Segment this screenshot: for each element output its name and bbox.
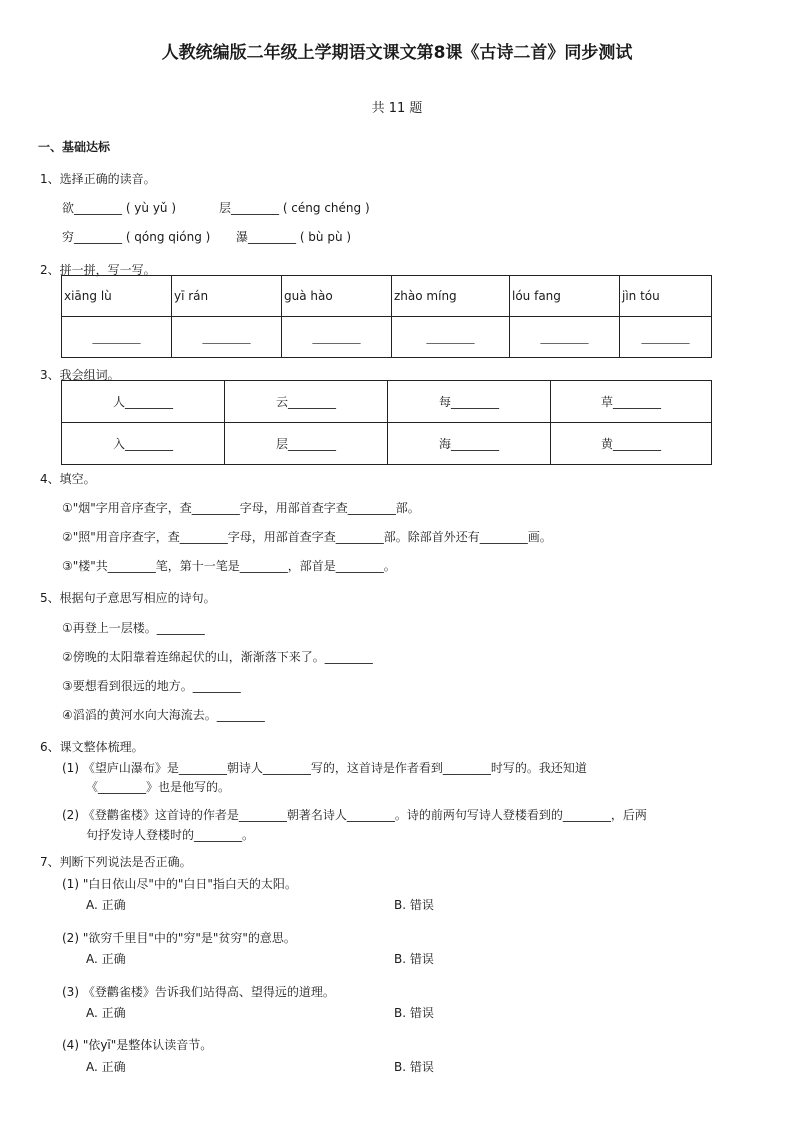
word-cell: 层________ <box>225 423 388 465</box>
word-cell: 海________ <box>388 423 551 465</box>
q7-statement-1: (1) "白日依山尽"中的"白日"指白天的太阳。 <box>62 877 297 891</box>
answer-blank: ________ <box>620 317 712 358</box>
word-table <box>61 380 712 465</box>
q6-sub2-line2: 句抒发诗人登楼时的________。 <box>86 828 255 842</box>
answer-blank: ________ <box>62 317 172 358</box>
pinyin-table <box>61 275 712 358</box>
q7-2-option-true[interactable]: A. 正确 <box>86 952 126 966</box>
q7-heading: 7、判断下列说法是否正确。 <box>40 855 192 869</box>
pinyin-cell: xiāng lù <box>62 276 172 317</box>
word-cell: 草________ <box>551 381 712 423</box>
q4-item-2: ②"照"用音序查字，查________字母，用部首查字查________部。除部首外还有________画。 <box>62 530 552 544</box>
pinyin-cell: zhào míng <box>392 276 510 317</box>
answer-row <box>62 317 712 358</box>
q5-item-4: ④滔滔的黄河水向大海流去。________ <box>62 708 265 722</box>
q5-item-1: ①再登上一层楼。________ <box>62 621 205 635</box>
answer-blank: ________ <box>172 317 282 358</box>
q1-item-pu: 瀑________ ( bù pù ) <box>236 230 352 244</box>
q6-sub2-line1: (2) 《登鹳雀楼》这首诗的作者是________朝著名诗人________。诗的前两句写诗人登楼看到的________，后两 <box>62 808 647 822</box>
word-cell: 人________ <box>62 381 225 423</box>
q2-heading: 2、拼一拼，写一写。 <box>40 263 156 277</box>
answer-blank: ________ <box>392 317 510 358</box>
q7-1-option-false[interactable]: B. 错误 <box>394 898 434 912</box>
q6-heading: 6、课文整体梳理。 <box>40 740 144 754</box>
q5-item-3: ③要想看到很远的地方。________ <box>62 679 241 693</box>
word-cell: 入________ <box>62 423 225 465</box>
q4-item-3: ③"楼"共________笔，第十一笔是________，部首是________。 <box>62 559 396 573</box>
q7-3-option-true[interactable]: A. 正确 <box>86 1006 126 1020</box>
word-row <box>62 423 712 465</box>
word-cell: 云________ <box>225 381 388 423</box>
question-count: 共 11 题 <box>371 101 423 116</box>
q7-statement-2: (2) "欲穷千里目"中的"穷"是"贫穷"的意思。 <box>62 931 296 945</box>
q4-item-1: ①"烟"字用音序查字，查________字母，用部首查字查________部。 <box>62 501 420 515</box>
pinyin-cell: jìn tóu <box>620 276 712 317</box>
word-cell: 每________ <box>388 381 551 423</box>
q7-4-option-true[interactable]: A. 正确 <box>86 1060 126 1074</box>
word-cell: 黄________ <box>551 423 712 465</box>
q7-3-option-false[interactable]: B. 错误 <box>394 1006 434 1020</box>
q7-1-option-true[interactable]: A. 正确 <box>86 898 126 912</box>
pinyin-row <box>62 276 712 317</box>
pinyin-cell: guà hào <box>282 276 392 317</box>
q7-statement-3: (3) 《登鹳雀楼》告诉我们站得高、望得远的道理。 <box>62 985 335 999</box>
q3-heading: 3、我会组词。 <box>40 368 120 382</box>
q1-item-ceng: 层________ ( céng chéng ) <box>219 201 370 215</box>
q1-heading: 1、选择正确的读音。 <box>40 172 156 186</box>
q7-2-option-false[interactable]: B. 错误 <box>394 952 434 966</box>
q6-sub1-line1: (1) 《望庐山瀑布》是________朝诗人________写的，这首诗是作者看到________时写的。我还知道 <box>62 761 587 775</box>
section-heading: 一、基础达标 <box>38 140 111 154</box>
q5-item-2: ②傍晚的太阳靠着连绵起伏的山，渐渐落下来了。________ <box>62 650 373 664</box>
q7-4-option-false[interactable]: B. 错误 <box>394 1060 434 1074</box>
q7-statement-4: (4) "依yī"是整体认读音节。 <box>62 1038 213 1052</box>
answer-blank: ________ <box>510 317 620 358</box>
q1-item-yu: 欲________ ( yù yǔ ) <box>62 201 177 215</box>
word-row <box>62 381 712 423</box>
q6-sub1-line2: 《________》也是他写的。 <box>86 780 231 794</box>
q1-item-qiong: 穷________ ( qóng qióng ) <box>62 230 211 244</box>
pinyin-cell: lóu fang <box>510 276 620 317</box>
answer-blank: ________ <box>282 317 392 358</box>
q5-heading: 5、根据句子意思写相应的诗句。 <box>40 591 216 605</box>
q4-heading: 4、填空。 <box>40 472 96 486</box>
pinyin-cell: yī rán <box>172 276 282 317</box>
page-title: 人教统编版二年级上学期语文课文第8课《古诗二首》同步测试 <box>161 43 633 63</box>
